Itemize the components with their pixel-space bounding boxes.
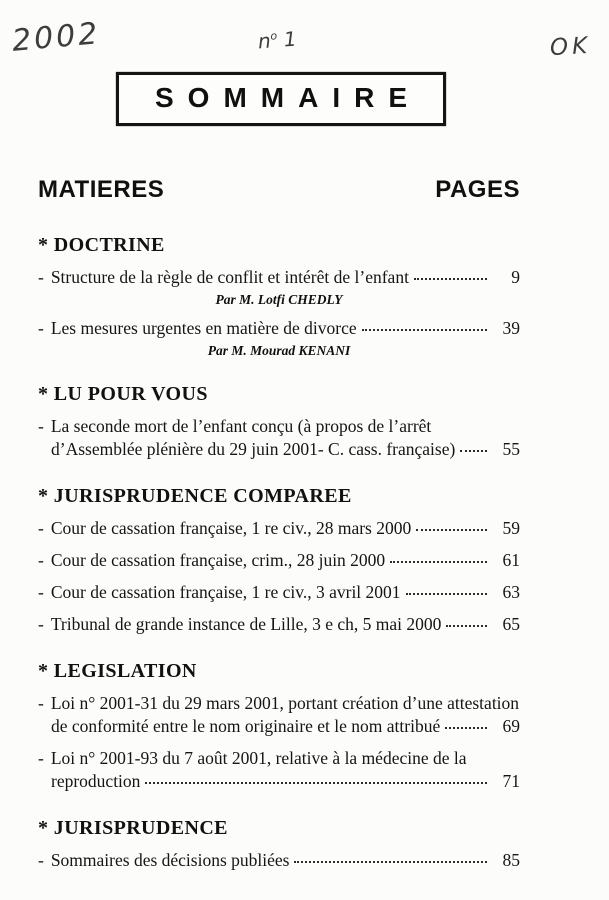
handwritten-ok-mark: OK xyxy=(549,32,592,62)
sommaire-title: SOMMAIRE xyxy=(155,82,421,113)
handwritten-year: 2002 xyxy=(10,16,102,59)
section-heading: * DOCTRINE xyxy=(38,234,165,256)
entry-text: Cour de cassation française, 1 re civ., 28 mars 2000 xyxy=(50,518,412,538)
toc-entry xyxy=(38,613,520,636)
page-number: 85 xyxy=(502,850,520,870)
sommaire-title-box xyxy=(116,72,446,126)
column-header-row xyxy=(38,176,520,204)
dot-leader xyxy=(414,278,487,280)
issue-superscript: o xyxy=(269,29,278,43)
issue-value: 1 xyxy=(282,26,298,52)
toc-entry xyxy=(38,517,520,540)
toc-entry xyxy=(38,549,520,572)
entry-dash: - xyxy=(38,693,44,713)
dot-leader xyxy=(446,625,487,627)
page-number: 55 xyxy=(502,439,520,459)
page-number: 71 xyxy=(502,771,520,791)
page-number: 65 xyxy=(502,614,520,634)
dot-leader xyxy=(416,529,487,531)
entry-text: Structure de la règle de conflit et intérêt de l’enfant xyxy=(50,267,409,287)
entry-text: Les mesures urgentes en matière de divorce xyxy=(50,318,357,338)
entry-text: Tribunal de grande instance de Lille, 3 e ch, 5 mai 2000 xyxy=(50,614,442,634)
entry-text: Cour de cassation française, 1 re civ., 3 avril 2001 xyxy=(50,582,401,602)
toc-entry xyxy=(38,692,520,738)
dot-leader xyxy=(460,450,487,452)
dot-leader xyxy=(145,782,487,784)
page-number: 59 xyxy=(502,518,520,538)
entry-text: Cour de cassation française, crim., 28 juin 2000 xyxy=(50,550,386,570)
entry-dash: - xyxy=(38,550,44,570)
dot-leader xyxy=(362,329,487,331)
matieres-header: MATIERES xyxy=(38,176,165,203)
page-number: 63 xyxy=(502,582,520,602)
toc-entry xyxy=(38,747,520,793)
entry-dash: - xyxy=(38,267,44,287)
page-number: 9 xyxy=(511,267,520,287)
entry-text: Sommaires des décisions publiées xyxy=(50,850,290,870)
toc-content xyxy=(38,176,520,872)
page-number: 69 xyxy=(502,716,520,736)
dot-leader xyxy=(294,861,487,863)
issue-prefix: n xyxy=(257,28,272,54)
entry-text: La seconde mort de l’enfant conçu (à propos de l’arrêt xyxy=(50,416,432,436)
dot-leader xyxy=(445,727,487,729)
section-jurisprudence-comparee xyxy=(38,485,520,636)
section-heading: * JURISPRUDENCE xyxy=(38,817,228,839)
page-number: 61 xyxy=(502,550,520,570)
entry-dash: - xyxy=(38,318,44,338)
entry-text: Loi n° 2001-93 du 7 août 2001, relative à la médecine de la xyxy=(50,748,467,768)
section-heading: * LEGISLATION xyxy=(38,660,197,682)
entry-dash: - xyxy=(38,850,44,870)
entry-dash: - xyxy=(38,416,44,436)
handwritten-issue-number xyxy=(257,27,297,54)
entry-dash: - xyxy=(38,582,44,602)
section-heading: * LU POUR VOUS xyxy=(38,383,208,405)
section-heading: * JURISPRUDENCE COMPAREE xyxy=(38,485,352,507)
entry-dash: - xyxy=(38,614,44,634)
section-jurisprudence xyxy=(38,817,520,872)
section-doctrine xyxy=(38,234,520,359)
author-credit: Par M. Lotfi CHEDLY xyxy=(215,292,343,307)
entry-text: reproduction xyxy=(51,771,141,791)
toc-entry xyxy=(38,849,520,872)
entry-dash: - xyxy=(38,748,44,768)
entry-dash: - xyxy=(38,518,44,538)
page-number: 39 xyxy=(502,318,520,338)
toc-entry xyxy=(38,317,520,340)
entry-text: de conformité entre le nom originaire et le nom attribué xyxy=(51,716,441,736)
dot-leader xyxy=(406,593,487,595)
entry-text: Loi n° 2001-31 du 29 mars 2001, portant création d’une attestation xyxy=(50,693,520,713)
toc-entry xyxy=(38,581,520,604)
dot-leader xyxy=(390,561,487,563)
toc-entry xyxy=(38,266,520,289)
section-legislation xyxy=(38,660,520,793)
section-lu-pour-vous xyxy=(38,383,520,461)
toc-entry xyxy=(38,415,520,461)
author-credit: Par M. Mourad KENANI xyxy=(207,343,351,358)
entry-text: d’Assemblée plénière du 29 juin 2001- C. cass. française) xyxy=(51,439,456,459)
pages-header: PAGES xyxy=(435,176,520,203)
